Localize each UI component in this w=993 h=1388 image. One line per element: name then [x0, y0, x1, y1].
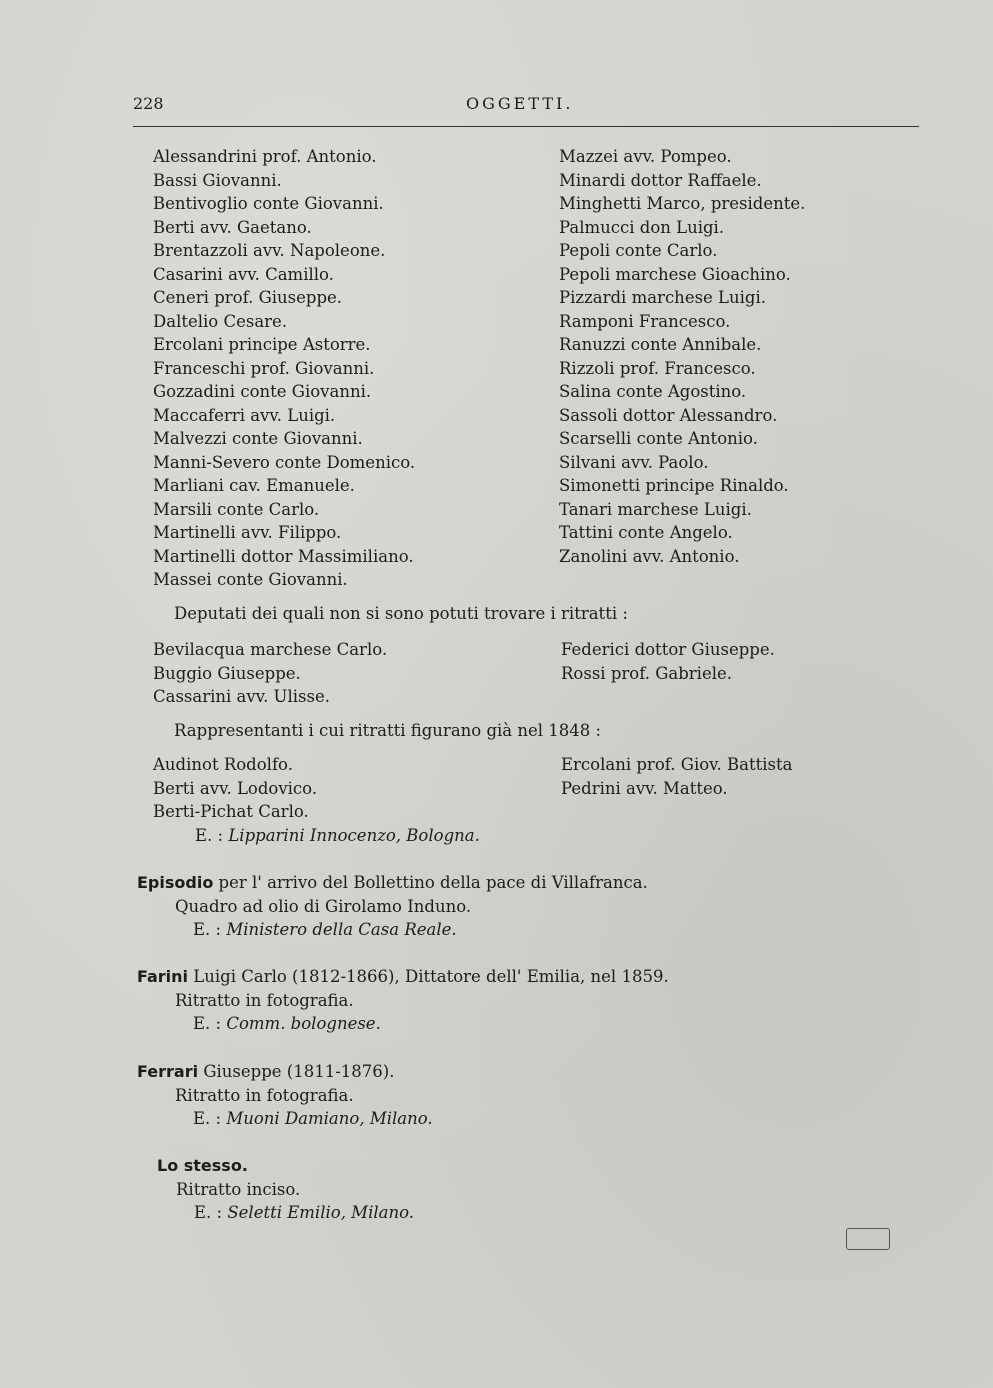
exhibitor-prefix: E. : — [195, 825, 224, 845]
exhibitor-prefix: E. : — [193, 920, 222, 939]
list-item: Ercolani prof. Giov. Battista — [561, 755, 793, 774]
entry-name: Episodio — [137, 873, 214, 892]
list-item: Ceneri prof. Giuseppe. — [153, 288, 343, 307]
list-item: Maccaferri avv. Luigi. — [153, 405, 336, 425]
list-item: Zanolini avv. Antonio. — [559, 546, 740, 566]
exhibitor-line — [137, 1012, 669, 1036]
list-item: Alessandrini prof. Antonio. — [153, 147, 377, 166]
entry-name: Farini — [137, 967, 189, 986]
entry-title: per l' arrivo del Bollettino della pace di Villafranca. — [213, 873, 648, 892]
list-item: Manni-Severo conte Domenico. — [153, 452, 416, 472]
list-item: Minghetti Marco, presidente. — [559, 194, 806, 213]
exhibitor-name: Comm. bolognese. — [226, 1014, 381, 1033]
list-item: Martinelli dottor Massimiliano. — [153, 546, 414, 566]
list-item: Palmucci don Luigi. — [559, 217, 725, 237]
entry-description: Ritratto in fotografia. — [175, 990, 354, 1010]
exhibitor-line — [157, 1201, 414, 1225]
exhibitor-prefix: E. : — [193, 1109, 222, 1128]
list-item: Berti-Pichat Carlo. — [153, 802, 309, 821]
list-item: Pedrini avv. Matteo. — [561, 778, 728, 798]
deputies-list-right — [559, 145, 805, 568]
rappresentanti-list-right — [561, 753, 792, 800]
list-item: Franceschi prof. Giovanni. — [153, 358, 375, 378]
entry-lo-stesso — [157, 1154, 414, 1225]
list-item: Audinot Rodolfo. — [153, 755, 293, 774]
list-item: Tattini conte Angelo. — [559, 523, 733, 542]
list-item: Martinelli avv. Filippo. — [153, 523, 342, 542]
list-item: Bentivoglio conte Giovanni. — [153, 194, 384, 213]
list-item: Simonetti principe Rinaldo. — [559, 476, 789, 495]
list-item: Marliani cav. Emanuele. — [153, 476, 355, 495]
entry-description: Quadro ad olio di Girolamo Induno. — [175, 896, 472, 916]
rappresentanti-caption: Rappresentanti i cui ritratti figurano già nel 1848 : — [174, 721, 602, 740]
list-item: Buggio Giuseppe. — [153, 663, 301, 683]
list-item: Casarini avv. Camillo. — [153, 264, 334, 284]
list-item: Federici dottor Giuseppe. — [561, 640, 775, 659]
list-item: Malvezzi conte Giovanni. — [153, 429, 363, 448]
list-item: Mazzei avv. Pompeo. — [559, 147, 732, 166]
deputati-list-left — [153, 638, 387, 709]
list-item: Rizzoli prof. Francesco. — [559, 358, 756, 378]
list-item: Daltelio Cesare. — [153, 311, 288, 331]
list-item: Bassi Giovanni. — [153, 170, 282, 190]
exhibitor-name: Lipparini Innocenzo, Bologna. — [228, 825, 480, 845]
entry-name: Lo stesso. — [157, 1156, 248, 1175]
library-stamp-icon — [846, 1228, 890, 1250]
deputati-list-right — [561, 638, 775, 685]
list-item: Berti avv. Gaetano. — [153, 217, 312, 237]
exhibitor-name: Ministero della Casa Reale. — [226, 920, 457, 939]
entry-name: Ferrari — [137, 1062, 199, 1081]
list-item: Marsili conte Carlo. — [153, 499, 320, 519]
list-item: Brentazzoli avv. Napoleone. — [153, 241, 386, 260]
list-item: Rossi prof. Gabriele. — [561, 663, 733, 683]
list-item: Pepoli marchese Gioachino. — [559, 264, 791, 284]
list-item: Tanari marchese Luigi. — [559, 499, 752, 519]
exhibitor-name: Seletti Emilio, Milano. — [227, 1203, 414, 1222]
list-item: Pepoli conte Carlo. — [559, 241, 718, 260]
rappresentanti-list-left — [153, 753, 480, 847]
entry-description: Ritratto in fotografia. — [175, 1085, 354, 1105]
page-number: 228 — [133, 94, 164, 113]
entry-farini — [137, 965, 669, 1036]
exhibitor-line — [137, 1107, 433, 1131]
list-item: Gozzadini conte Giovanni. — [153, 382, 372, 401]
exhibitor-name: Muoni Damiano, Milano. — [226, 1109, 433, 1128]
entry-episodio — [137, 871, 648, 942]
list-item: Ramponi Francesco. — [559, 311, 731, 331]
list-item: Silvani avv. Paolo. — [559, 452, 709, 472]
list-item: Sassoli dottor Alessandro. — [559, 405, 778, 425]
list-item: Ercolani principe Astorre. — [153, 335, 371, 354]
list-item: Salina conte Agostino. — [559, 382, 747, 401]
exhibitor-line — [137, 918, 648, 942]
list-item: Berti avv. Lodovico. — [153, 778, 318, 798]
entry-title: Luigi Carlo (1812-1866), Dittatore dell' Emilia, nel 1859. — [188, 967, 669, 986]
list-item: Ranuzzi conte Annibale. — [559, 335, 762, 354]
list-item: Pizzardi marchese Luigi. — [559, 288, 766, 307]
deputies-list-left — [153, 145, 415, 592]
deputati-caption: Deputati dei quali non si sono potuti trovare i ritratti : — [174, 604, 628, 623]
page-title: OGGETTI. — [466, 94, 574, 113]
list-item: Cassarini avv. Ulisse. — [153, 687, 330, 706]
header-rule — [133, 126, 919, 127]
list-item: Massei conte Giovanni. — [153, 570, 348, 589]
list-item: Bevilacqua marchese Carlo. — [153, 640, 388, 659]
list-item: Scarselli conte Antonio. — [559, 429, 758, 448]
entry-title: Giuseppe (1811-1876). — [198, 1062, 395, 1081]
exhibitor-line — [153, 824, 480, 848]
exhibitor-prefix: E. : — [194, 1203, 223, 1222]
exhibitor-prefix: E. : — [193, 1014, 222, 1033]
entry-ferrari — [137, 1060, 433, 1131]
entry-description: Ritratto inciso. — [176, 1179, 301, 1199]
list-item: Minardi dottor Raffaele. — [559, 170, 762, 190]
